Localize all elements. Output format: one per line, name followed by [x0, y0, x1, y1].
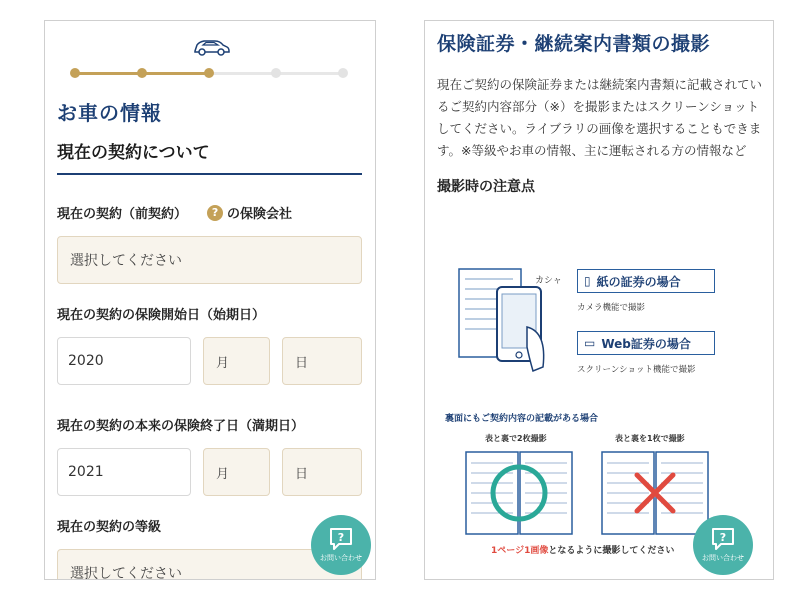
help-icon[interactable]: ?: [207, 205, 223, 221]
end-month-select[interactable]: 月: [203, 448, 270, 496]
insurer-select-value: 選択してください: [70, 253, 182, 269]
left-phone-screen: [44, 20, 376, 580]
end-year-input[interactable]: 2021: [57, 448, 191, 496]
progress-step-2: [137, 68, 147, 78]
contact-fab-button-right[interactable]: [693, 515, 753, 575]
correct-example-image: [465, 451, 573, 535]
grade-select-value: 選択してください: [70, 566, 182, 580]
caption-one-shot: 表と裏を1枚で撮影: [615, 434, 685, 443]
web-policy-label: Web証券の場合: [601, 336, 691, 351]
contact-fab-label: お問い合わせ: [320, 554, 362, 562]
start-date-label: 現在の契約の保険開始日（始期日）: [57, 308, 266, 323]
svg-text:?: ?: [337, 531, 345, 544]
capture-illustration: [457, 267, 737, 397]
caption-two-shots: 表と裏で2枚撮影: [485, 434, 547, 443]
insurer-label: [57, 203, 362, 222]
back-side-note: 裏面にもご契約内容の記載がある場合: [445, 414, 599, 424]
web-policy-option: [577, 331, 715, 355]
paper-policy-option: [577, 269, 715, 293]
car-icon: [191, 35, 231, 57]
insurer-label-pre: 現在の契約（前契約）: [57, 207, 188, 222]
paper-policy-note: カメラ機能で撮影: [577, 303, 646, 313]
insurer-select[interactable]: [57, 236, 362, 284]
page-title: 保険証券・継続案内書類の撮影: [437, 33, 711, 55]
tips-heading: 撮影時の注意点: [437, 179, 535, 195]
end-date-label: 現在の契約の本来の保険終了日（満期日）: [57, 419, 305, 434]
laptop-icon: ▭: [584, 336, 596, 350]
svg-text:カシャ: カシャ: [535, 276, 562, 286]
progress-step-1: [70, 68, 80, 78]
progress-indicator: [45, 35, 375, 75]
one-page-rest: となるように撮影してください: [548, 546, 675, 556]
incorrect-example-image: [601, 451, 709, 535]
document-photo-icon: [457, 267, 567, 397]
one-page-one-image-note: [491, 543, 674, 556]
paper-policy-label: 紙の証券の場合: [596, 274, 681, 289]
progress-step-3: [204, 68, 214, 78]
svg-text:?: ?: [719, 531, 727, 544]
insurer-label-post: の保険会社: [227, 207, 293, 222]
one-page-highlight: 1ページ1画像: [491, 546, 549, 556]
contact-fab-button[interactable]: [311, 515, 371, 575]
section-title: お車の情報: [57, 101, 162, 125]
start-date-row: [57, 337, 362, 385]
contact-fab-label: お問い合わせ: [702, 554, 744, 562]
paper-document-icon: ▯: [584, 274, 591, 288]
web-policy-note: スクリーンショット機能で撮影: [577, 365, 696, 375]
sub-title: 現在の契約について: [57, 138, 362, 175]
progress-step-4: [271, 68, 281, 78]
end-day-select[interactable]: 日: [282, 448, 362, 496]
grade-label: 現在の契約の等級: [57, 520, 162, 535]
chat-question-icon: [710, 527, 736, 551]
start-day-select[interactable]: 日: [282, 337, 362, 385]
instruction-text: 現在ご契約の保険証券または継続案内書類に記載されているご契約内容部分（※）を撮影またはスクリーンショットしてください。ライブラリの画像を選択することもできます。※等級やお車の情報、主に運転される方の情報など: [437, 77, 763, 158]
chat-question-icon: [328, 527, 354, 551]
start-month-select[interactable]: 月: [203, 337, 270, 385]
progress-step-5: [338, 68, 348, 78]
right-phone-screen: [424, 20, 774, 580]
end-date-row: [57, 448, 362, 496]
start-year-input[interactable]: 2020: [57, 337, 191, 385]
